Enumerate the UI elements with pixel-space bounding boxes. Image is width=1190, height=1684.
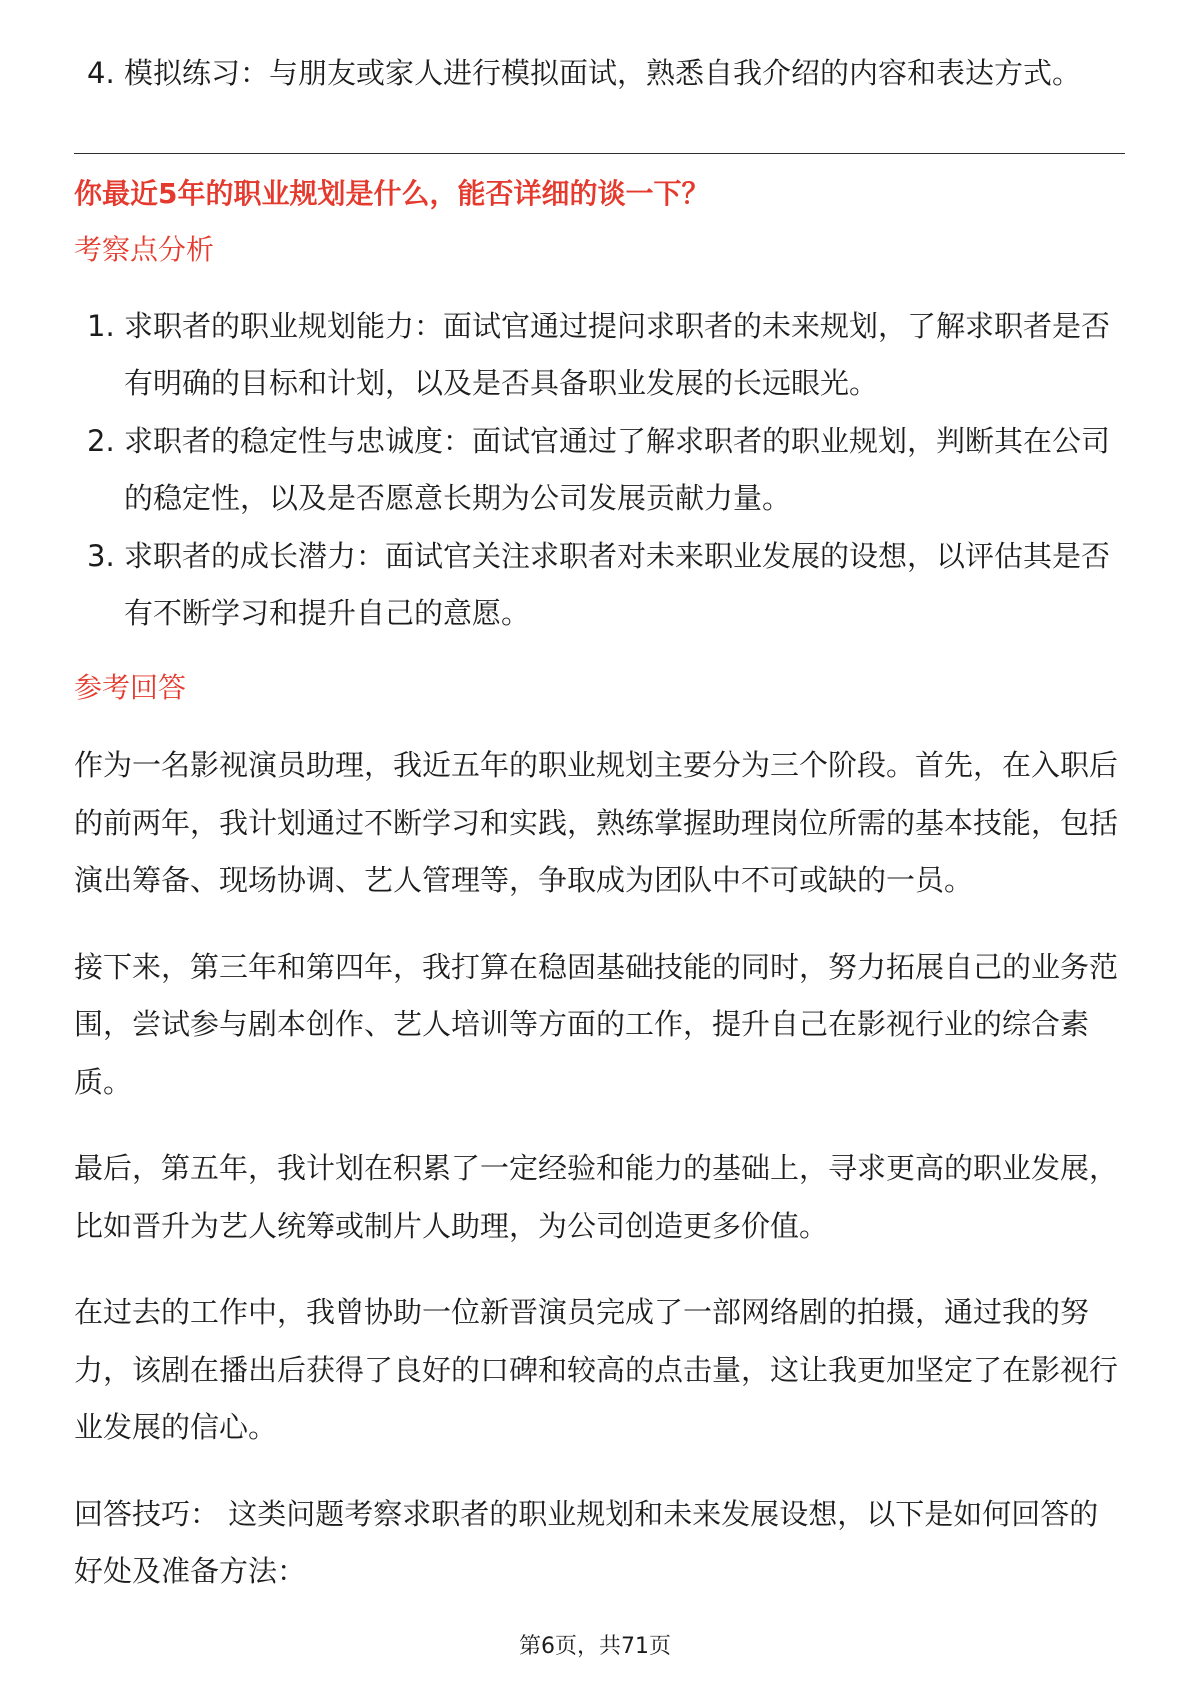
list-item-text: 求职者的职业规划能力：面试官通过提问求职者的未来规划，了解求职者是否有明确的目标和计划，以及是否具备职业发展的长远眼光。 (124, 308, 1111, 400)
list-item (74, 413, 1124, 528)
answer-tips-paragraph: 回答技巧： 这类问题考察求职者的职业规划和未来发展设想，以下是如何回答的好处及准备方法： (74, 1496, 1099, 1588)
answer-paragraph: 最后，第五年，我计划在积累了一定经验和能力的基础上，寻求更高的职业发展，比如晋升为艺人统筹或制片人助理，为公司创造更多价值。 (74, 1151, 1119, 1243)
analysis-heading: 考察点分析 (74, 233, 215, 266)
answer-paragraph: 在过去的工作中，我曾协助一位新晋演员完成了一部网络剧的拍摄，通过我的努力，该剧在播出后获得了良好的口碑和较高的点击量，这让我更加坚定了在影视行业发展的信心。 (74, 1295, 1119, 1444)
list-item (74, 528, 1124, 643)
list-item-number: 1. (87, 308, 115, 343)
document-page (74, 45, 1124, 1630)
list-item-text: 模拟练习：与朋友或家人进行模拟面试，熟悉自我介绍的内容和表达方式。 (124, 56, 1082, 90)
answer-paragraph: 作为一名影视演员助理，我近五年的职业规划主要分为三个阶段。首先，在入职后的前两年，我计划通过不断学习和实践，熟练掌握助理岗位所需的基本技能，包括演出筹备、现场协调、艺人管理等，争取成为团队中不可或缺的一员。 (74, 748, 1119, 897)
page-number-footer: 第6页，共71页 (519, 1634, 671, 1659)
analysis-list (74, 298, 1124, 643)
list-item (74, 45, 1124, 103)
list-item-number: 3. (87, 538, 115, 573)
reference-answer-heading: 参考回答 (74, 671, 187, 704)
list-item-text: 求职者的成长潜力：面试官关注求职者对未来职业发展的设想，以评估其是否有不断学习和提升自己的意愿。 (124, 538, 1111, 630)
list-item-text: 求职者的稳定性与忠诚度：面试官通过了解求职者的职业规划，判断其在公司的稳定性，以及是否愿意长期为公司发展贡献力量。 (124, 423, 1111, 515)
section-divider (74, 153, 1125, 154)
list-item-number: 2. (87, 423, 115, 458)
question-title: 你最近5年的职业规划是什么，能否详细的谈一下？ (74, 177, 710, 210)
reference-answer-body (74, 737, 1124, 1601)
list-item-number: 4. (87, 56, 115, 90)
answer-paragraph: 接下来，第三年和第四年，我打算在稳固基础技能的同时，努力拓展自己的业务范围，尝试参与剧本创作、艺人培训等方面的工作，提升自己在影视行业的综合素质。 (74, 949, 1119, 1099)
list-item (74, 298, 1124, 413)
